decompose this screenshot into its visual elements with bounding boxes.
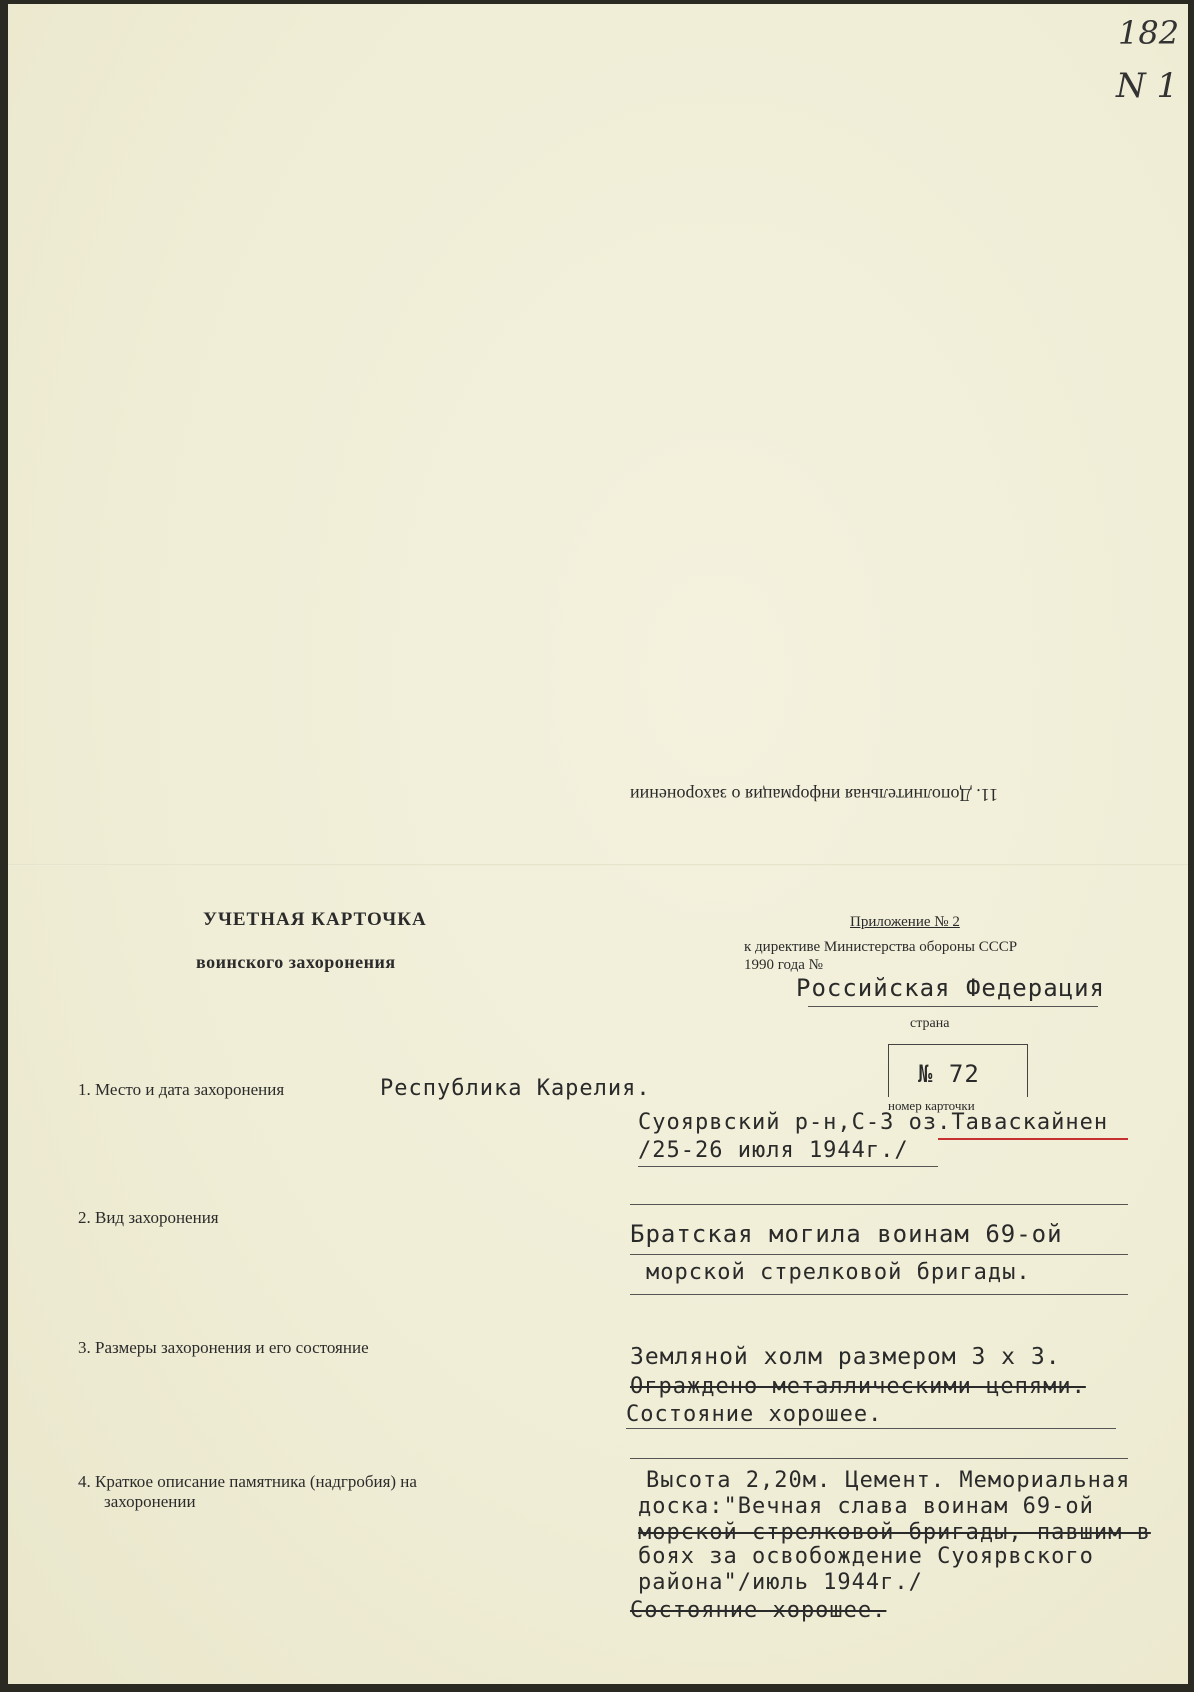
card-title: УЧЕТНАЯ КАРТОЧКА bbox=[203, 909, 427, 930]
field-2-top-line bbox=[630, 1204, 1128, 1205]
field-3-value-line-2: Ограждено металлическими цепями. bbox=[630, 1374, 1086, 1399]
directive-line-2: 1990 года № bbox=[744, 957, 823, 973]
field-4-label-line-1: 4. Краткое описание памятника (надгробия) на bbox=[78, 1472, 417, 1491]
field-1-underline bbox=[638, 1166, 938, 1167]
field-2-label: 2. Вид захоронения bbox=[78, 1208, 219, 1227]
field-4-value-line-6: Состояние хорошее. bbox=[630, 1598, 887, 1623]
field-4-value-line-1: Высота 2,20м. Цемент. Мемориальная bbox=[646, 1468, 1131, 1493]
field-1-red-underline bbox=[938, 1138, 1128, 1140]
field-3-underline bbox=[626, 1428, 1116, 1429]
card-number: № 72 bbox=[918, 1060, 980, 1088]
handwritten-mark: N 1 bbox=[1116, 66, 1179, 106]
fold-line bbox=[8, 864, 1188, 866]
country-value: Российская Федерация bbox=[796, 974, 1105, 1002]
field-1-value-line-2: Суоярвский р-н,С-З оз.Таваскайнен bbox=[638, 1110, 1109, 1135]
card-subtitle: воинского захоронения bbox=[196, 952, 396, 972]
field-1-label: 1. Место и дата захоронения bbox=[78, 1080, 285, 1099]
field-3-label: 3. Размеры захоронения и его состояние bbox=[78, 1338, 369, 1357]
field-4-value-line-5: района"/июль 1944г./ bbox=[638, 1570, 923, 1595]
field-3-value-line-1: Земляной холм размером 3 х 3. bbox=[630, 1344, 1061, 1370]
field-2-bottom-line bbox=[630, 1294, 1128, 1295]
country-label: страна bbox=[910, 1016, 950, 1031]
field-4-value-line-3: морской стрелковой бригады, павшим в bbox=[638, 1520, 1151, 1545]
field-4-value-line-4: боях за освобождение Суоярвского bbox=[638, 1544, 1094, 1569]
field-3-bottom-line bbox=[630, 1458, 1128, 1459]
field-2-value-line-1: Братская могила воинам 69-ой bbox=[630, 1220, 1063, 1248]
field-1-value-line-1: Республика Карелия. bbox=[380, 1076, 651, 1101]
field-4-label-line-2: захоронении bbox=[104, 1492, 196, 1511]
field-2-value-line-2: морской стрелковой бригады. bbox=[646, 1260, 1031, 1285]
field-3-value-line-3: Состояние хорошее. bbox=[626, 1402, 883, 1427]
field-1-value-line-3: /25-26 июля 1944г./ bbox=[638, 1138, 909, 1163]
country-underline bbox=[808, 1006, 1098, 1007]
directive-line-1: к директиве Министерства обороны СССР bbox=[744, 939, 1018, 955]
appendix-label: Приложение № 2 bbox=[850, 914, 960, 930]
field-4-value-line-2: доска:"Вечная слава воинам 69-ой bbox=[638, 1494, 1094, 1519]
card-number-label: номер карточки bbox=[888, 1098, 975, 1113]
field-2-mid-line bbox=[630, 1254, 1128, 1255]
back-section-title: 11. Дополнительная информация о захоронении bbox=[630, 785, 999, 805]
document-page bbox=[8, 4, 1188, 1684]
handwritten-sheet-number: 182 bbox=[1118, 14, 1180, 52]
